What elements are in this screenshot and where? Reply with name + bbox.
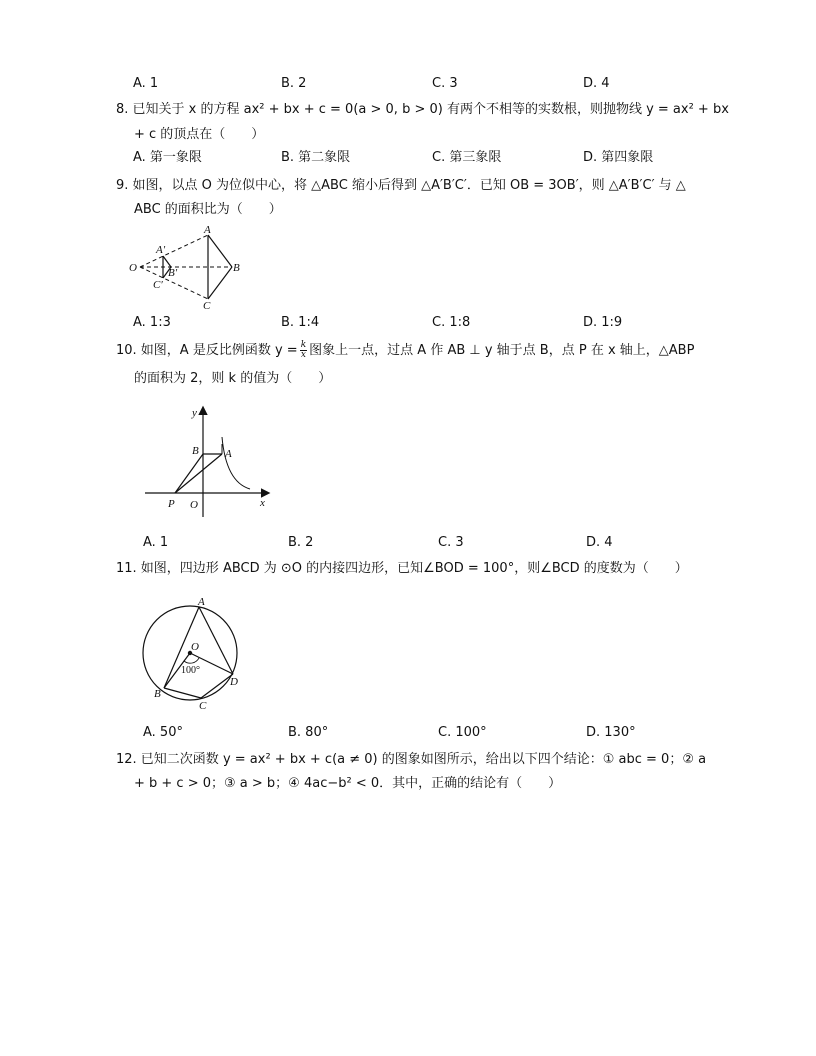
q10-label-o: O (190, 499, 198, 511)
q10-label-p: P (168, 498, 175, 510)
q8-text-line2: + c 的顶点在（ ） (134, 127, 265, 142)
q9-option-a[interactable]: A. 1:3 (133, 315, 171, 330)
q8-option-d[interactable]: D. 第四象限 (583, 150, 654, 165)
q11-label-d: D (230, 676, 238, 688)
q7-option-b[interactable]: B. 2 (281, 76, 307, 91)
q11-label-angle: 100° (181, 665, 200, 676)
q12-text-line1: 12. 已知二次函数 y = ax² + bx + c(a ≠ 0) 的图象如图所示，给出以下四个结论：① abc = 0；② a (116, 752, 707, 767)
q11-option-a[interactable]: A. 50° (143, 725, 183, 740)
q10-label-b: B (192, 445, 199, 457)
q10-label-a: A (225, 448, 232, 460)
q11-figure (140, 593, 250, 711)
q10-figure (140, 402, 280, 517)
q9-label-c-prime: C′ (153, 279, 163, 291)
q11-text-line1: 11. 如图，四边形 ABCD 为 ⊙O 的内接四边形，已知∠BOD = 100°，则∠BCD 的度数为（ ） (116, 561, 688, 576)
q9-option-d[interactable]: D. 1:9 (583, 315, 623, 330)
q11-label-o: O (191, 641, 199, 653)
q9-option-b[interactable]: B. 1:4 (281, 315, 320, 330)
q7-option-a[interactable]: A. 1 (133, 76, 159, 91)
q9-label-a-prime: A′ (156, 244, 166, 256)
q9-label-c: C (203, 300, 211, 312)
q9-text-line1: 9. 如图，以点 O 为位似中心，将 △ABC 缩小后得到 △A′B′C′．已知 OB = 3OB′，则 △A′B′C′ 与 △ (116, 178, 686, 193)
q9-label-o: O (129, 262, 137, 274)
q9-label-b: B (233, 262, 240, 274)
q10-option-a[interactable]: A. 1 (143, 535, 169, 550)
q10-text-pre: 10. 如图，A 是反比例函数 y = (116, 343, 298, 358)
q10-frac-num: k (300, 340, 307, 350)
q11-label-a: A (198, 596, 205, 608)
q8-text-line1: 8. 已知关于 x 的方程 ax² + bx + c = 0(a > 0, b > 0) 有两个不相等的实数根，则抛物线 y = ax² + bx (116, 102, 729, 117)
q10-label-x: x (260, 497, 265, 509)
q7-option-d[interactable]: D. 4 (583, 76, 610, 91)
q11-option-b[interactable]: B. 80° (288, 725, 329, 740)
q11-option-d[interactable]: D. 130° (586, 725, 636, 740)
q7-option-c[interactable]: C. 3 (432, 76, 458, 91)
q10-frac-den: x (300, 350, 306, 360)
q10-text-line2: 的面积为 2，则 k 的值为（ ） (134, 371, 332, 386)
q11-label-b: B (154, 688, 161, 700)
q9-option-c[interactable]: C. 1:8 (432, 315, 471, 330)
q9-text-line2: ABC 的面积比为（ ） (134, 202, 282, 217)
q9-label-a: A (204, 224, 211, 236)
q8-option-b[interactable]: B. 第二象限 (281, 150, 351, 165)
q10-text-post: 图象上一点，过点 A 作 AB ⊥ y 轴于点 B，点 P 在 x 轴上，△ABP (309, 343, 695, 358)
q11-label-c: C (199, 700, 207, 712)
q9-figure (120, 225, 250, 310)
q9-label-b-prime: B′ (168, 267, 178, 279)
q10-text-line1 (116, 341, 694, 360)
q10-option-d[interactable]: D. 4 (586, 535, 613, 550)
q10-option-c[interactable]: C. 3 (438, 535, 464, 550)
q10-label-y: y (192, 407, 197, 419)
q8-option-c[interactable]: C. 第三象限 (432, 150, 502, 165)
q11-option-c[interactable]: C. 100° (438, 725, 487, 740)
q10-option-b[interactable]: B. 2 (288, 535, 314, 550)
q8-option-a[interactable]: A. 第一象限 (133, 150, 202, 165)
q12-text-line2: + b + c > 0；③ a > b；④ 4ac−b² < 0．其中，正确的结论有（ ） (134, 776, 562, 791)
q10-fraction (300, 341, 307, 360)
